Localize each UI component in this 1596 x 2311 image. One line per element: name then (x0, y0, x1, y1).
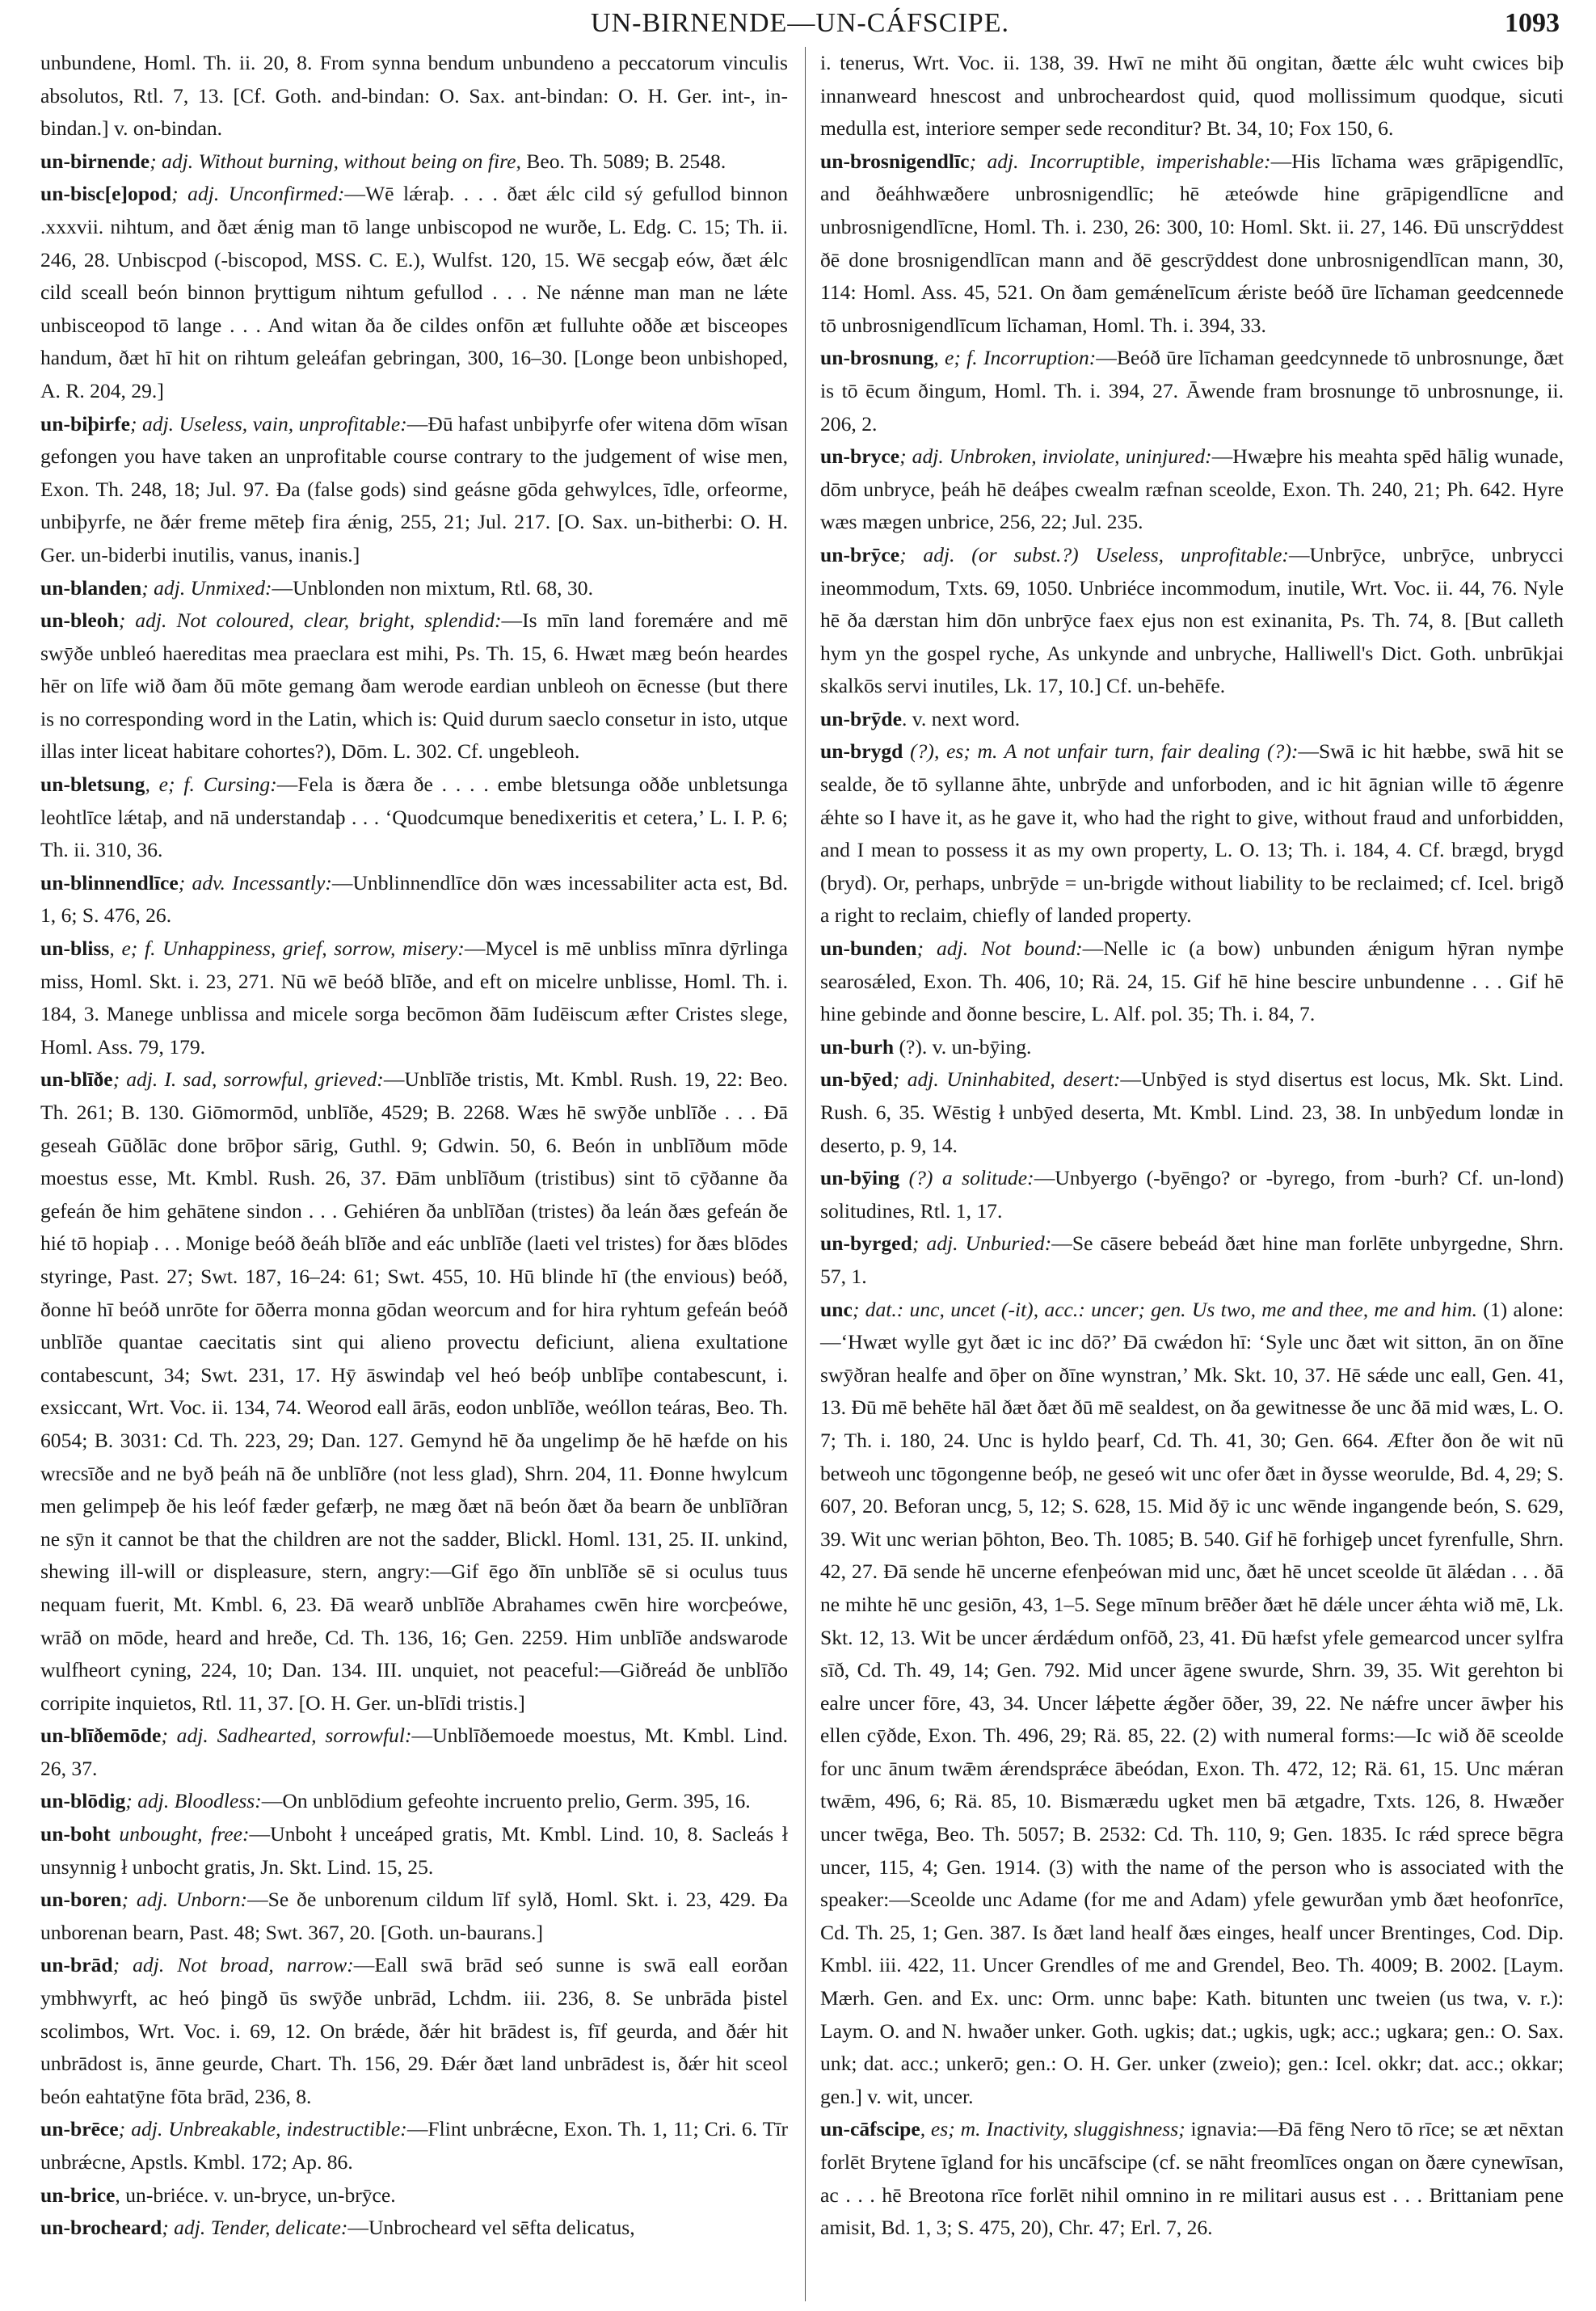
entry-body: —Is mīn land foremǽre and mē swȳðe unbleó haereditas mea praeclara est mihi, Ps. Th. 15, 6. Hwæt mæg beón heardes hēr on līfe wið ðam ðū mōte gemang ðam werode eardian unbleoh on ēcnesse (but there is no corresponding word in the Latin, which is: Quid durum saeclo consetur in isto, utque illas inter liceat habitare cohortes?), Dōm. L. 302. Cf. ungebleoh. (40, 608, 788, 764)
definition: Useless, vain, unprofitable: (174, 411, 407, 436)
entry-body: —Unbyergo (-byēngo? or -byrego, from -burh? Cf. un-lond) solitudines, Rtl. 1, 17. (820, 1166, 1564, 1223)
definition: Us two, me and thee, me and him. (1185, 1297, 1478, 1321)
dictionary-entry (40, 2212, 788, 2245)
dictionary-entry (40, 1785, 788, 1818)
dictionary-entry (820, 1031, 1564, 1064)
grammar-label: ; adj. (916, 937, 969, 961)
column-divider (805, 47, 806, 2301)
headword: un-blīðemōde (40, 1724, 162, 1748)
grammar-label: ; adj. (118, 2117, 163, 2141)
definition: unbought, free: (110, 1822, 250, 1846)
headword: un-brād (40, 1953, 113, 1977)
definition: Uninhabited, desert: (938, 1067, 1121, 1092)
entry-body: —Unblīðemoede moestus, Mt. Kmbl. Lind. 26, 37. (40, 1724, 788, 1780)
grammar-label: ; dat.: unc, uncet (-it), acc.: uncer; gen. (852, 1297, 1186, 1321)
definition: Without burning, without being on fire, (193, 149, 521, 173)
entry-body: —Nelle ic (a bow) unbunden ǽnigum hȳran nymþe searosǽled, Exon. Th. 406, 10; Rä. 24, 15. Gif hē hine bescire unbundenne . . . Gif hē hine gebinde and ðonne bescire, L. Alf. pol. 35; Th. i. 84, 7. (820, 937, 1564, 1026)
definition: Incessantly: (225, 870, 332, 895)
grammar-label: ; adj. (161, 1724, 208, 1748)
entry-body: —On unblōdium gefeohte incruento prelio, Germ. 395, 16. (261, 1789, 751, 1813)
definition: Unmixed: (185, 575, 272, 600)
left-column (40, 47, 788, 2245)
entry-body: —Hwæþre his meahta spēd hālig wunade, dōm unbryce, þeáh hē deáþes cwealm ræfnan sceolde, Exon. Th. 240, 21; Ph. 642. Hyre wæs mægen unbrice, 256, 22; Jul. 235. (820, 444, 1564, 534)
headword: un-bȳed (820, 1067, 893, 1092)
headword: un-blīðe (40, 1067, 113, 1092)
entry-body: —Mycel is mē unbliss mīnra dȳrlinga miss, Homl. Skt. i. 23, 271. Nū wē beóð blīðe, and eft on micelre unblisse, Homl. Th. i. 184, 3. Manege unblissa and micele sorga becōmon ðām Iudēiscum æfter Cristes slege, Homl. Ass. 79, 179. (40, 937, 788, 1059)
definition: Unconfirmed: (219, 182, 345, 206)
grammar-label: ; adj. (899, 542, 955, 566)
headword: un-bryce (820, 444, 900, 469)
entry-body: —Beóð ūre līchaman geedcynnede tō unbrosnunge, ðæt is tō ēcum ðingum, Homl. Th. i. 394, 27. Āwende fram brosnunge tō unbrosnunge, ii. 206, 2. (820, 346, 1564, 436)
headword: unc (820, 1297, 853, 1321)
grammar-label: , e; f. (145, 772, 195, 797)
dictionary-entry (40, 572, 788, 605)
headword: un-bisc[e]opod (40, 182, 172, 206)
grammar-label: ; adj. (125, 1789, 170, 1813)
grammar-label: ; adj. (129, 411, 175, 436)
definition: (or subst.?) Useless, unprofitable: (954, 542, 1289, 566)
entry-body: —Ðū hafast unbiþyrfe ofer witena dōm wīsan gefongen you have taken an unprofitable course contrary to the judgement of wise men, Exon. Th. 248, 18; Jul. 97. Ða (false gods) sind geásne gōda gehwylces, īdle, orfeorme, unbiþyrfe, ne ðǽr freme mēteþ fira ǽnig, 255, 21; Jul. 217. [O. Sax. un-bitherbi: O. H. Ger. un-biderbi inutilis, vanus, inanis.] (40, 411, 788, 566)
dictionary-entry (820, 47, 1564, 145)
entry-body: . v. next word. (901, 706, 1021, 730)
headword: un-brȳce (820, 542, 900, 566)
headword: un-burh (820, 1034, 895, 1059)
headword: un-blanden (40, 575, 142, 600)
grammar-label: ; adj. (171, 182, 220, 206)
grammar-label: ; adj. (969, 149, 1019, 173)
entry-body: —Unblīðe tristis, Mt. Kmbl. Rush. 19, 22: Beo. Th. 261; B. 130. Giōmormōd, unblīðe, 4529; B. 2268. Wæs hē swȳðe unblīðe . . . Ðā geseah Gūðlāc done brōþor sārig, Guthl. 9; Gdwin. 50, 6. Beón in unblīðum mōde moestus esse, Mt. Kmbl. Rush. 26, 37. Ðām unblīðum (tristibus) sint tō cȳðanne ða gefeán ðe him gehātene sindon . . . Gehiéren ða unblīðan (tristes) ða leán ðæs gefeán ðe hié tō hopiaþ . . . Monige beóð ðeáh blīðe and eác unblīðe (laeti vel tristes) for ðæs blōdes styringe, Past. 27; Swt. 187, 16–24: 61; Swt. 455, 10. Hū blinde hī (the envious) beóð, ðonne hī beóð unrōte for ōðerra monna gōdan weorcum and for hira ryhtum gefeán beóð unblīðe quantae caecitatis sint qui alieno provectu deficiunt, aliena exultatione contabescunt, 34; Swt. 231, 17. Hȳ āswindaþ vel heó beóþ unblīþe contabescunt, i. exsiccant, Wrt. Voc. ii. 134, 74. Weorod eall ārās, eodon unblīðe, weóllon teáras, Beo. Th. 6054; B. 3031: Cd. Th. 223, 29; Dan. 127. Gemynd hē ða ungelimp ðe hē hæfde on his wrecsīðe and ne byð þeáh nā ðe unblīðre (not less glad), Shrn. 204, 11. Ðonne hwylcum men gelimpeþ ðe his leóf fæder gefærþ, ne mæg ðæt nā beón ðæt ða bearn ðe unblīðran ne sȳn it cannot be that the children are not the sadder, Blickl. Homl. 131, 25. II. unkind, shewing ill-will or displeasure, stern, angry:—Gif ēgo ðīn unblīðe sē si oculus tuus nequam fuerit, Mt. Kmbl. 6, 23. Ðā wearð unblīðe Abrahames cwēn hire worcþeówe, wrāð on mōde, heard and hreðe, Cd. Th. 136, 16; Gen. 2259. Him unblīðe andswarode wulfheort cyning, 224, 10; Dan. 134. III. unquiet, not peaceful:—Giðreád ðe unblīðo corripite inquietos, Rtl. 11, 37. [O. H. Ger. un-blīdi tristis.] (40, 1067, 789, 1715)
headword: un-bȳing (820, 1166, 900, 1190)
headword: un-brygd (820, 739, 903, 764)
definition: Sadhearted, sorrowful: (208, 1724, 412, 1748)
definition: Inactivity, sluggishness; (980, 2117, 1185, 2141)
grammar-label: ; adj. (121, 1888, 169, 1912)
entry-body: —Fela is ðæra ðe . . . . embe bletsunga oððe unbletsunga leohtlīce lǽtaþ, and nā understandaþ . . . ‘Quodcumque benedixeritis et cetera,’ L. I. P. 6; Th. ii. 310, 36. (40, 772, 788, 862)
dictionary-entry (820, 539, 1564, 703)
entry-body: (1) alone:—‘Hwæt wylle gyt ðæt ic inc dō?’ Ðā cwǽdon hī: ‘Syle unc ðæt wit sitton, ān on ðīne swȳðran healfe and ōþer on ðīne wynstran,’ Mk. Skt. 10, 37. Hē sǽde unc eall, Gen. 41, 13. Ðū mē behēte hāl ðæt ðæt ðū mē sealdest, on ða gewitnesse ðe unc ðā mid wæs, L. O. 7; Th. i. 180, 24. Unc is hyldo þearf, Cd. Th. 41, 30; Gen. 664. Æfter ðon ðe wit nū betweoh unc tōgongenne beóþ, ne geseó wit unc ofer ðæt in ðysse weorulde, Bd. 4, 29; S. 607, 20. Beforan uncg, 5, 12; S. 628, 15. Mid ðȳ ic unc wēnde ingangende beón, S. 629, 39. Wit unc werian þōhton, Beo. Th. 1085; B. 540. Gif hē forhigeþ uncet fyrenfulle, Shrn. 42, 27. Ðā sende hē uncerne efenþeówan mid unc, ðæt hē uncet sceolde ūt ālǽdan . . . ðā ne mihte hē unc gesiōn, 43, 1–5. Sege mīnum brēðer ðæt hē dǽle uncer ǽhta wið mē, Lk. Skt. 12, 13. Wit be uncer ǽrdǽdum onfōð, 23, 41. Ðū hæfst yfele gemearcod uncer sylfra sīð, Cd. Th. 49, 14; Gen. 792. Mid uncer āgene swurde, Shrn. 39, 35. Wit gerehton bi ealre uncer fōre, 43, 34. Uncer lǽþette ǽgðer ōðer, 39, 22. Ne nǽfre uncer āwþer his ellen cȳðde, Exon. Th. 496, 29; Rä. 85, 22. (2) with numeral forms:—Ic wið ðē sceolde for unc ānum twǣm ǽrendsprǽce ābeódan, Exon. Th. 472, 12; Rä. 61, 15. Unc mǽran twǣm, 496, 6; Rä. 85, 10. Bismærædu ugket men bā ætgadre, Txts. 126, 8. Hwæðer uncer twēga, Beo. Th. 5057; B. 2532: Cd. Th. 110, 9; Gen. 1835. Ic rǽd sprece bēgra uncer, 115, 4; Gen. 1914. (3) with the name of the person who is associated with the speaker:—Sceolde unc Adame (for me and Adam) yfele gewurðan ymb ðæt heofonrīce, Cd. Th. 25, 1; Gen. 387. Is ðæt land healf ðæs einges, healf uncer Brentinges, Cod. Dip. Kmbl. iii. 422, 11. Uncer Grendles of me and Grendel, Beo. Th. 4009; B. 2002. [Laym. Mærh. Gen. and Ex. unc: Orm. unnc baþe: Kath. bitunten unc tweien (us twa, v. r.): Laym. O. and N. hwaðer unker. Goth. ugkis; dat.; ugkis, ugk; acc.; ugkara; gen.: O. Sax. unk; dat. acc.; unkerō; gen.: O. H. Ger. unker (zweio); gen.: Icel. okkr; dat. acc.; okkar; gen.] v. wit, uncer. (820, 1297, 1564, 2108)
dictionary-entry (40, 178, 788, 407)
definition: Unhappiness, grief, sorrow, misery: (155, 937, 465, 961)
dictionary-entry (40, 768, 788, 867)
grammar-label: ; adj. (899, 444, 944, 469)
grammar-label: (?) (899, 1166, 933, 1190)
headword: un-bletsung (40, 772, 145, 797)
headword: un-bliss (40, 937, 110, 961)
definition: A not unfair turn, fair dealing (?): (997, 739, 1299, 764)
headword: un-bleoh (40, 608, 119, 633)
headword: un-brosnung (820, 346, 934, 370)
dictionary-entry (40, 1720, 788, 1785)
grammar-label: ; adj. (112, 1953, 165, 1977)
right-column (820, 47, 1564, 2245)
dictionary-entry (40, 867, 788, 932)
grammar-label: ; adj. (112, 1067, 158, 1092)
grammar-label: ; adj. (149, 149, 194, 173)
entry-body: Beo. Th. 5089; B. 2548. (520, 149, 726, 173)
grammar-label: ; adj. (118, 608, 167, 633)
definition: Not broad, narrow: (164, 1953, 354, 1977)
headword: un-boht (40, 1822, 111, 1846)
grammar-label: ; adj. (141, 575, 186, 600)
headword: un-cāfscipe (820, 2117, 920, 2141)
dictionary-entry (820, 932, 1564, 1031)
grammar-label: ; adj. (892, 1067, 939, 1092)
definition: Unbroken, inviolate, uninjured: (943, 444, 1212, 469)
entry-body: , un-briéce. v. un-bryce, un-brȳce. (115, 2183, 396, 2207)
dictionary-entry (40, 145, 788, 179)
dictionary-entry (820, 703, 1564, 736)
page-title: UN-BIRNENDE—UN-CÁFSCIPE. (591, 8, 1009, 38)
definition: Unburied: (958, 1231, 1052, 1256)
dictionary-entry (40, 47, 788, 145)
dictionary-entry (40, 932, 788, 1063)
definition: Incorruption: (977, 346, 1097, 370)
dictionary-entry (820, 440, 1564, 539)
page-number: 1093 (1505, 8, 1560, 38)
dictionary-entry (40, 408, 788, 572)
dictionary-entry (820, 342, 1564, 440)
dictionary-entry (40, 2113, 788, 2178)
headword: un-blōdig (40, 1789, 126, 1813)
headword: un-bunden (820, 937, 917, 961)
dictionary-entry (40, 1949, 788, 2113)
headword: un-biþirfe (40, 411, 130, 436)
grammar-label: ; adj. (912, 1231, 958, 1256)
grammar-label: , e; f. (933, 346, 978, 370)
entry-body: (?). v. un-bȳing. (894, 1034, 1032, 1059)
grammar-label: (?), es; m. (903, 739, 998, 764)
definition: Unbreakable, indestructible: (162, 2117, 407, 2141)
dictionary-entry (820, 145, 1564, 343)
definition: Tender, delicate: (205, 2216, 348, 2240)
dictionary-entry (40, 1884, 788, 1949)
entry-body: i. tenerus, Wrt. Voc. ii. 138, 39. Hwī ne miht ðū ongitan, ðætte ǽlc wuht cwices biþ innanweard hnescost and unbrocheardost quid, quod mollissimum quodque, sicuti medulla est, interiore semper sede reconditur? Bt. 34, 10; Fox 150, 6. (820, 51, 1564, 141)
entry-body: —Swā ic hit hæbbe, swā hit se sealde, ðe tō syllanne āhte, unbrȳde and unforboden, and ic hit āgnian wille tō ǽgenre ǽhte so I have it, as he gave it, who had the right to give, without fraud and unforbidden, and I mean to possess it as my own property, L. O. 13; Th. i. 184, 4. Cf. brægd, brygd (bryd). Or, perhaps, unbrȳde = un-brigde without liability to be reclaimed; cf. Icel. brigð a right to reclaim, chiefly of landed property. (820, 739, 1564, 928)
definition: Not bound: (968, 937, 1083, 961)
headword: un-boren (40, 1888, 122, 1912)
entry-body: —Eall swā brād seó sunne is swā eall eorðan ymbhwyrft, ac heó þingð ūs swȳðe unbrād, Lchdm. iii. 236, 8. Se unbrāda þistel scolimbos, Wrt. Voc. i. 69, 12. On brǽde, ðǽr hit brādest is, fīf geurda, and ðǽr hit unbrādost is, ānne geurde, Chart. Th. 156, 29. Ðǽr ðæt land unbrādest is, ðǽr hit sceol beón eahtatȳne fōta brād, 236, 8. (40, 1953, 788, 2108)
headword: un-byrged (820, 1231, 912, 1256)
entry-body: —Se cāsere bebeád ðæt hine man forlēte unbyrgedne, Shrn. 57, 1. (820, 1231, 1564, 1288)
definition: Bloodless: (169, 1789, 262, 1813)
entry-body: —Unbrocheard vel sēfta delicatus, (347, 2216, 635, 2240)
dictionary-entry (820, 735, 1564, 932)
dictionary-entry (820, 1294, 1564, 2114)
entry-body: —Flint unbrǽcne, Exon. Th. 1, 11; Cri. 6. Tīr unbrǽcne, Apstls. Kmbl. 172; Ap. 86. (40, 2117, 788, 2174)
headword: un-brēce (40, 2117, 119, 2141)
dictionary-entry (40, 1063, 788, 1720)
entry-body: —Wē lǽraþ. . . . ðæt ǽlc cild sý gefullod binnon .xxxvii. nihtum, and ðæt ǽnig man tō lange unbiscopod ne wurðe, L. Edg. C. 15; Th. ii. 246, 28. Unbiscpod (-biscopod, MSS. C. E.), Wulfst. 120, 15. Wē secgaþ eów, ðæt ǽlc cild sceall beón binnon þryttigum nihtum gefullod . . . Ne nǽnne man man ne lǽte unbisceopod tō lange . . . And witan ða ðe cildes onfōn æt fulluhte oððe æt bisceopes handum, ðæt hī hit on rihtum geleáfan gebringan, 300, 16–30. [Longe beon unbishoped, A. R. 204, 29.] (40, 182, 789, 402)
dictionary-entry (820, 1227, 1564, 1293)
headword: un-birnende (40, 149, 150, 173)
dictionary-entry (820, 1063, 1564, 1162)
headword: un-blinnendlīce (40, 870, 179, 895)
entry-body: —Unbȳed is styd disertus est locus, Mk. Skt. Lind. Rush. 6, 35. Wēstig ł unbȳed deserta, Mt. Kmbl. Lind. 23, 38. In unbȳedum londæ in deserto, p. 9, 14. (820, 1067, 1564, 1157)
dictionary-entry (40, 2179, 788, 2212)
entry-body: —Unbrȳce, unbrȳce, unbrycci ineommodum, Txts. 69, 1050. Unbriéce incommodum, inutile, Wrt. Voc. ii. 44, 76. Nyle hē ða dærstan him dōn unbrȳce faex ejus non est exinanita, Ps. Th. 74, 8. [But calleth hym yn the gospel ryche, As unkynde and unbryche, Halliwell's Dict. Goth. unbrūkjai skalkōs servi inutiles, Lk. 17, 10.] Cf. un-behēfe. (820, 542, 1564, 698)
entry-body: —Unblinnendlīce dōn wæs incessabiliter acta est, Bd. 1, 6; S. 476, 26. (40, 870, 788, 928)
definition: Not coloured, clear, bright, splendid: (166, 608, 502, 633)
definition: Unborn: (168, 1888, 248, 1912)
definition: a solitude: (933, 1166, 1034, 1190)
grammar-label: , e; f. (109, 937, 156, 961)
running-header (40, 6, 1560, 42)
entry-body: unbundene, Homl. Th. ii. 20, 8. From synna bendum unbundeno a peccatorum vinculis absolutos, Rtl. 7, 13. [Cf. Goth. and-bindan: O. Sax. ant-bindan: O. H. Ger. int-, in-bindan.] v. on-bindan. (40, 51, 788, 141)
grammar-label: ; adv. (178, 870, 225, 895)
headword: un-brice (40, 2183, 116, 2207)
entry-body: —Unblonden non mixtum, Rtl. 68, 30. (272, 575, 593, 600)
headword: un-brȳde (820, 706, 902, 730)
definition: I. sad, sorrowful, grieved: (158, 1067, 384, 1092)
dictionary-entry (40, 604, 788, 768)
entry-body: —His līchama wæs grāpigendlīc, and ðeáhhwæðere unbrosnigendlīc; hē æteówde hine grāpigendlīcne and unbrosnigendlīcne, Homl. Th. i. 230, 26: 300, 10: Homl. Skt. ii. 27, 146. Ðū unscrȳddest ðē done brosnigendlīcan mann and ðē gescrȳddest done unbrosnigendlīcan mann, 30, 114: Homl. Ass. 45, 521. On ðam gemǽnelīcum ǽriste beóð ūre līchaman geedcennede tō unbrosnigendlīcum līchaman, Homl. Th. i. 394, 33. (820, 149, 1564, 337)
dictionary-entry (820, 2113, 1564, 2244)
definition: Cursing: (194, 772, 277, 797)
headword: un-brocheard (40, 2216, 162, 2240)
grammar-label: ; adj. (162, 2216, 206, 2240)
dictionary-entry (40, 1818, 788, 1884)
entry-body: ignavia:—Ðā fēng Nero tō rīce; se æt nēxtan forlēt Brytene īgland for his uncāfscipe (cf. se nāht freomlīces ongan on ðære cynewīsan, ac . . . hē Breotona rīce forlēt nihil omnino in re militari ausus est . . . Brittaniam pene amisit, Bd. 1, 3; S. 475, 20), Chr. 47; Erl. 7, 26. (820, 2117, 1564, 2240)
entry-body: —Se ðe unborenum cildum līf sylð, Homl. Skt. i. 23, 429. Ða unborenan bearn, Past. 48; Swt. 367, 20. [Goth. un-baurans.] (40, 1888, 788, 1944)
grammar-label: , es; m. (920, 2117, 981, 2141)
dictionary-entry (820, 1162, 1564, 1227)
entry-body: —Unboht ł unceáped gratis, Mt. Kmbl. Lind. 10, 8. Sacleás ł unsynnig ł unbocht gratis, Jn. Skt. Lind. 15, 25. (40, 1822, 788, 1879)
definition: Incorruptible, imperishable: (1018, 149, 1271, 173)
headword: un-brosnigendlīc (820, 149, 970, 173)
